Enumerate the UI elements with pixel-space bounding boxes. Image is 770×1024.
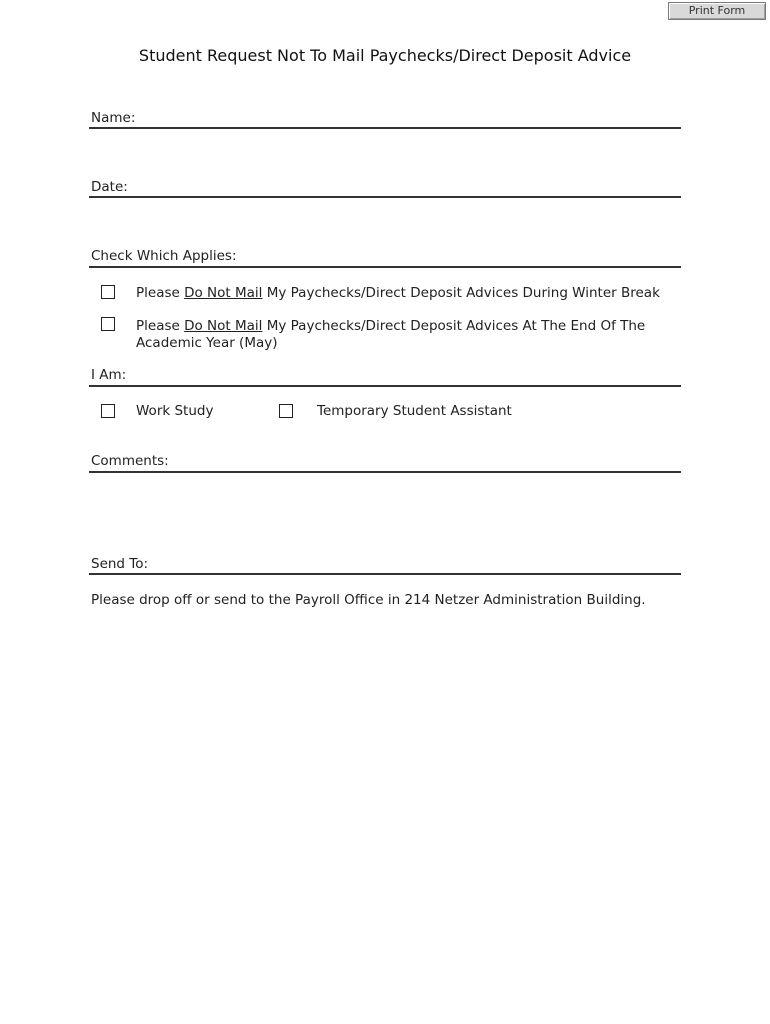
section-divider [89, 266, 681, 268]
i-am-label: I Am: [91, 367, 127, 383]
date-field-line[interactable] [89, 196, 681, 198]
check-which-applies-label: Check Which Applies: [91, 248, 237, 264]
comments-input[interactable] [89, 474, 681, 552]
temporary-student-assistant-label: Temporary Student Assistant [317, 403, 512, 419]
winter-break-option-label: Please Do Not Mail My Paychecks/Direct Deposit Advices During Winter Break [136, 285, 660, 301]
academic-year-end-option-label: Please Do Not Mail My Paychecks/Direct Deposit Advices At The End Of The Academic Year (May) [136, 318, 646, 351]
name-field-line[interactable] [89, 127, 681, 129]
send-to-field-line[interactable] [89, 573, 681, 575]
comments-field-line [89, 471, 681, 473]
academic-year-end-checkbox[interactable] [101, 317, 115, 331]
print-form-button[interactable]: Print Form [668, 2, 766, 20]
send-to-label: Send To: [91, 556, 149, 572]
date-label: Date: [91, 179, 128, 195]
name-label: Name: [91, 110, 136, 126]
winter-break-checkbox[interactable] [101, 285, 115, 299]
comments-label: Comments: [91, 453, 169, 469]
form-title: Student Request Not To Mail Paychecks/Direct Deposit Advice [138, 46, 632, 65]
work-study-label: Work Study [136, 403, 214, 419]
send-to-instructions: Please drop off or send to the Payroll Office in 214 Netzer Administration Building. [91, 592, 646, 608]
temporary-student-assistant-checkbox[interactable] [279, 404, 293, 418]
section-divider [89, 385, 681, 387]
work-study-checkbox[interactable] [101, 404, 115, 418]
